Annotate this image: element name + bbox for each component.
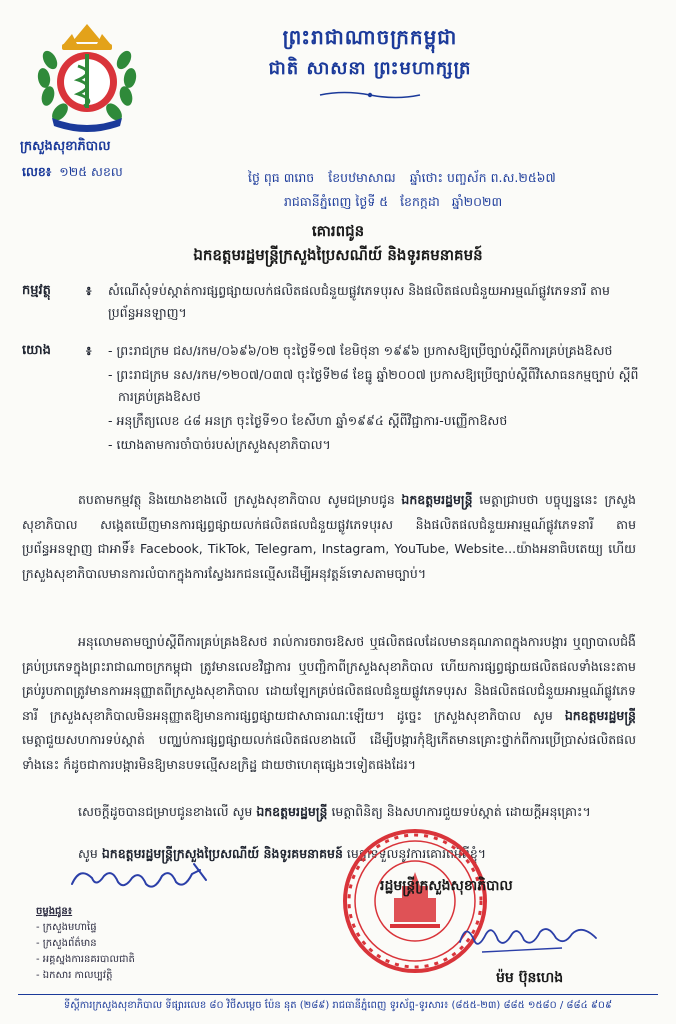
references-list (108, 340, 642, 456)
subject-block (22, 280, 642, 324)
national-motto: ជាតិ សាសនា ព្រះមហាក្សត្រ (268, 58, 472, 79)
handwritten-annotation (66, 860, 216, 898)
recipient-name: ឯកឧត្តមរដ្ឋមន្ត្រីក្រសួងប្រៃសណីយ៍ និងទូរគមនាគមន៍ (193, 246, 483, 264)
p2-addressee: ឯកឧត្តមរដ្ឋមន្ត្រី (564, 707, 636, 723)
lunar-month: ខែបឋមាសាឍ (328, 170, 396, 185)
ministry-of-health-logo (28, 20, 146, 136)
solar-place-day: រាជធានីភ្នំពេញ ថ្ងៃទី ៥ (284, 194, 389, 209)
references-block (22, 340, 642, 458)
p4-text-a: សូម (78, 846, 98, 861)
subject-label: កម្មវត្ថុ (22, 283, 51, 298)
body-paragraph-3 (22, 800, 636, 825)
footer-divider (18, 994, 658, 995)
solar-month: ខែកក្កដា (400, 194, 440, 209)
cc-item: - អគ្គស្នងការនគរបាលជាតិ (36, 952, 135, 968)
subject-colon: ៖ (86, 283, 92, 298)
cc-title: ចម្លងជូន៖ (36, 906, 73, 917)
reference-item: - អនុក្រឹត្យលេខ ៤៨ អនក្រ ចុះថ្ងៃទី១០ ខែសីហា ឆ្នាំ១៩៩៤ ស្តីពីវិជ្ជាការ-បញ្ញើកាឱសថ (108, 410, 642, 432)
references-colon: ៖ (86, 343, 92, 358)
reference-item: - ព្រះរាជក្រម នស/រកម/១២០៧/០៣៧ ចុះថ្ងៃទី២៨ ខែធ្នូ ឆ្នាំ២០០៧ ប្រកាសឱ្យប្រើច្បាប់ស្តីពីវិសោធនកម្មច្បាប់ ស្តីពីការគ្រប់គ្រងឱសថ (108, 364, 642, 408)
p1-text-b: មេត្តាជ្រាបថា បច្ចុប្បន្ននេះ ក្រសួងសុខាភិបាល សង្កេតឃើញមានការផ្សព្វផ្សាយលក់ផលិតផលជំនួយផ្លូវភេទបុរស និងផលិតផលជំនួយអារម្មណ៍ផ្លូវភេទនារី តាមប្រព័ន្ធអនឡាញ ជាអាទិ៍៖ Facebook, TikTok, Telegram, Instagram, YouTube, Website...យ៉ាងអនាធិបតេយ្យ ហើយក្រសួងសុខាភិបាលមានការលំបាកក្នុងការស្វែងរកជនល្មើសដើម្បីអនុវត្តន៍ទោសតាមច្បាប់។ (22, 492, 636, 581)
recipient-label: គោរពជូន (311, 222, 365, 240)
cc-item: - ក្រសួងព័ត៌មាន (36, 936, 135, 952)
p3-text-b: មេត្តាពិនិត្យ និងសហការជួយទប់ស្កាត់ ដោយក្តីអនុគ្រោះ។ (331, 804, 591, 819)
reference-number (22, 164, 123, 183)
cc-item: - ឯកសារ កាលប្បវត្តិ (36, 968, 135, 984)
ornament-divider-icon (318, 90, 422, 100)
ministry-name: ក្រសួងសុខាភិបាល (20, 139, 111, 154)
p1-addressee: ឯកឧត្តមរដ្ឋមន្ត្រី (401, 492, 473, 507)
kingdom-heading: ព្រះរាជាណាចក្រកម្ពុជា (282, 25, 458, 49)
p2-text-a: អនុលោមតាមច្បាប់ស្តីពីការគ្រប់គ្រងឱសថ រាល់ការចរាចរឱសថ ឬផលិតផលដែលមានគុណភាពក្នុងការបង្ការ ឬព្យាបាលជំងឺគ្រប់ប្រភេទក្នុងព្រះរាជាណាចក្រកម្ពុជា ត្រូវមានលេខវិជ្ជាការ ឬបញ្ជិកាពីក្រសួងសុខាភិបាល ហើយការផ្សព្វផ្សាយផលិតផលទាំងនេះតាមគ្រប់រូបភាពត្រូវមានការអនុញ្ញាតពីក្រសួងសុខាភិបាល ដោយឡែកគ្រប់ផលិតផលជំនួយផ្លូវភេទបុរស និងផលិតផលជំនួយអារម្មណ៍ផ្លូវភេទនារី ក្រសួងសុខាភិបាលមិនអនុញ្ញាតឱ្យមានការផ្សព្វផ្សាយជាសាធារណៈឡើយ។ ដូច្នេះ ក្រសួងសុខាភិបាល សូម (22, 634, 636, 723)
minister-signature (452, 912, 602, 960)
lunar-date (248, 170, 570, 189)
reference-item: - ព្រះរាជក្រម ជស/រកម/០៦៩៦/០២ ចុះថ្ងៃទី១៧ ខែមិថុនា ១៩៩៦ ប្រកាសឱ្យប្រើច្បាប់ស្តីពីការគ្រប់គ្រងឱសថ (108, 340, 642, 362)
reference-label: លេខ៖ (22, 164, 52, 179)
cc-item: - ក្រសួងមហាផ្ទៃ (36, 920, 135, 936)
references-label: យោង (22, 343, 51, 358)
lunar-day: ថ្ងៃ ពុធ ៣រោច (248, 170, 315, 185)
subject-text: សំណើសុំទប់ស្កាត់ការផ្សព្វផ្សាយលក់ផលិតផលជំនួយផ្លូវភេទបុរស និងផលិតផលជំនួយអារម្មណ៍ផ្លូវភេទនារី តាមប្រព័ន្ធអនឡាញ។ (108, 283, 610, 320)
body-paragraph-1 (22, 488, 636, 586)
signer-name: ម៉ម ប៊ុនហេង (496, 970, 564, 986)
solar-year: ឆ្នាំ២០២៣ (451, 194, 503, 209)
reference-item: - យោងតាមការចាំបាច់របស់ក្រសួងសុខាភិបាល។ (108, 434, 642, 456)
p4-text-b: មេត្តាទទួលនូវការគោរពអំពីខ្ញុំ។ (346, 846, 487, 861)
p2-text-b: មេត្តាជួយសហការទប់ស្កាត់ បញ្ឈប់ការផ្សព្វផ្សាយលក់ផលិតផលខាងលើ ដើម្បីបង្ការកុំឱ្យកើតមានគ្រោះថ្នាក់ពីការប្រើប្រាស់ផលិតផលទាំងនេះ ក៏ដូចជាការបង្ការមិនឱ្យមានបទល្មើសឧក្រិដ្ឋ ជាយថាហេតុផ្សេងៗទៀតផងដែរ។ (22, 732, 636, 772)
lunar-year: ឆ្នាំថោះ បញ្ចស័ក ព.ស.២៥៦៧ (409, 170, 556, 185)
reference-value: ១២៥ សខល (59, 164, 123, 179)
p4-addressee: ឯកឧត្តមរដ្ឋមន្ត្រីក្រសួងប្រៃសណីយ៍ និងទូរគមនាគមន៍ (101, 846, 343, 861)
footer-address: ទីស្តីការក្រសួងសុខាភិបាល ទីផ្សារលេខ ៨០ វិថីសម្តេច ប៉ែន នុត (២៨៩) រាជធានីភ្នំពេញ ទូរស័ព្ទ-ទូរសារ៖ (៨៥៥-២៣) ៨៨៥ ១៥៨០ / ៨៨៤ ៩០៩ (63, 1000, 613, 1011)
carbon-copy-list (36, 904, 135, 984)
signer-title: រដ្ឋមន្ត្រីក្រសួងសុខាភិបាល (380, 878, 513, 894)
solar-date (284, 194, 514, 213)
p1-text-a: តបតាមកម្មវត្ថុ និងយោងខាងលើ ក្រសួងសុខាភិបាល សូមជម្រាបជូន (78, 492, 395, 507)
body-paragraph-2 (22, 630, 636, 777)
p3-addressee: ឯកឧត្តមរដ្ឋមន្ត្រី (256, 804, 328, 819)
p3-text-a: សេចក្តីដូចបានជម្រាបជូនខាងលើ សូម (78, 804, 253, 819)
